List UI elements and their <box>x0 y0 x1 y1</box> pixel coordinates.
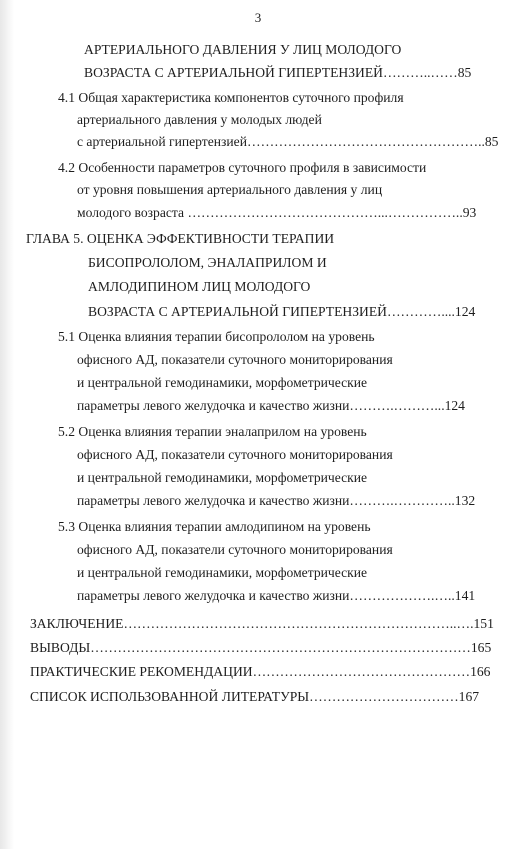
toc-line: и центральной гемодинамики, морфометрические <box>77 375 368 390</box>
toc-line: офисного АД, показатели суточного мониторирования <box>77 447 393 462</box>
toc-line: ПРАКТИЧЕСКИЕ РЕКОМЕНДАЦИИ…………………………………………166 <box>30 664 491 679</box>
toc-line: ЗАКЛЮЧЕНИЕ………………………………………………………………..….151 <box>30 616 494 631</box>
toc-line: 5.3 Оценка влияния терапии амлодипином на уровень <box>58 519 371 534</box>
page-number: 3 <box>254 10 262 25</box>
toc-line: офисного АД, показатели суточного мониторирования <box>77 352 393 367</box>
toc-line: параметры левого желудочка и качество жизни……….………...124 <box>77 398 465 413</box>
toc-line: от уровня повышения артериального давления у лиц <box>77 182 383 197</box>
scan-shadow <box>0 0 14 849</box>
toc-line: ВОЗРАСТА С АРТЕРИАЛЬНОЙ ГИПЕРТЕНЗИЕЙ………..……85 <box>84 65 472 80</box>
toc-line: 5.2 Оценка влияния терапии эналаприлом на уровень <box>58 424 367 439</box>
toc-line: АМЛОДИПИНОМ ЛИЦ МОЛОДОГО <box>88 279 311 294</box>
toc-line: ВЫВОДЫ…………………………………………………………………………165 <box>30 640 492 655</box>
toc-line: параметры левого желудочка и качество жизни……….…………..132 <box>77 493 476 508</box>
toc-line: СПИСОК ИСПОЛЬЗОВАННОЙ ЛИТЕРАТУРЫ……………………………167 <box>30 689 480 704</box>
toc-line: и центральной гемодинамики, морфометрические <box>77 470 368 485</box>
toc-line: параметры левого желудочка и качество жизни……………….…..141 <box>77 588 476 603</box>
toc-line: ВОЗРАСТА С АРТЕРИАЛЬНОЙ ГИПЕРТЕНЗИЕЙ…………....124 <box>88 304 476 319</box>
toc-line: ГЛАВА 5. ОЦЕНКА ЭФФЕКТИВНОСТИ ТЕРАПИИ <box>26 231 335 246</box>
toc-line: с артериальной гипертензией……………………………………………..85 <box>77 134 499 149</box>
toc-line: 5.1 Оценка влияния терапии бисопрололом на уровень <box>58 329 375 344</box>
toc-line: 4.2 Особенности параметров суточного профиля в зависимости <box>58 160 427 175</box>
toc-line: БИСОПРОЛОЛОМ, ЭНАЛАПРИЛОМ И <box>88 255 327 270</box>
toc-line: офисного АД, показатели суточного мониторирования <box>77 542 393 557</box>
toc-line: 4.1 Общая характеристика компонентов суточного профиля <box>58 90 404 105</box>
toc-line: АРТЕРИАЛЬНОГО ДАВЛЕНИЯ У ЛИЦ МОЛОДОГО <box>84 42 402 57</box>
toc-line: молодого возраста ……………………………………...……………..93 <box>77 205 477 220</box>
toc-line: и центральной гемодинамики, морфометрические <box>77 565 368 580</box>
toc-line: артериального давления у молодых людей <box>77 112 322 127</box>
